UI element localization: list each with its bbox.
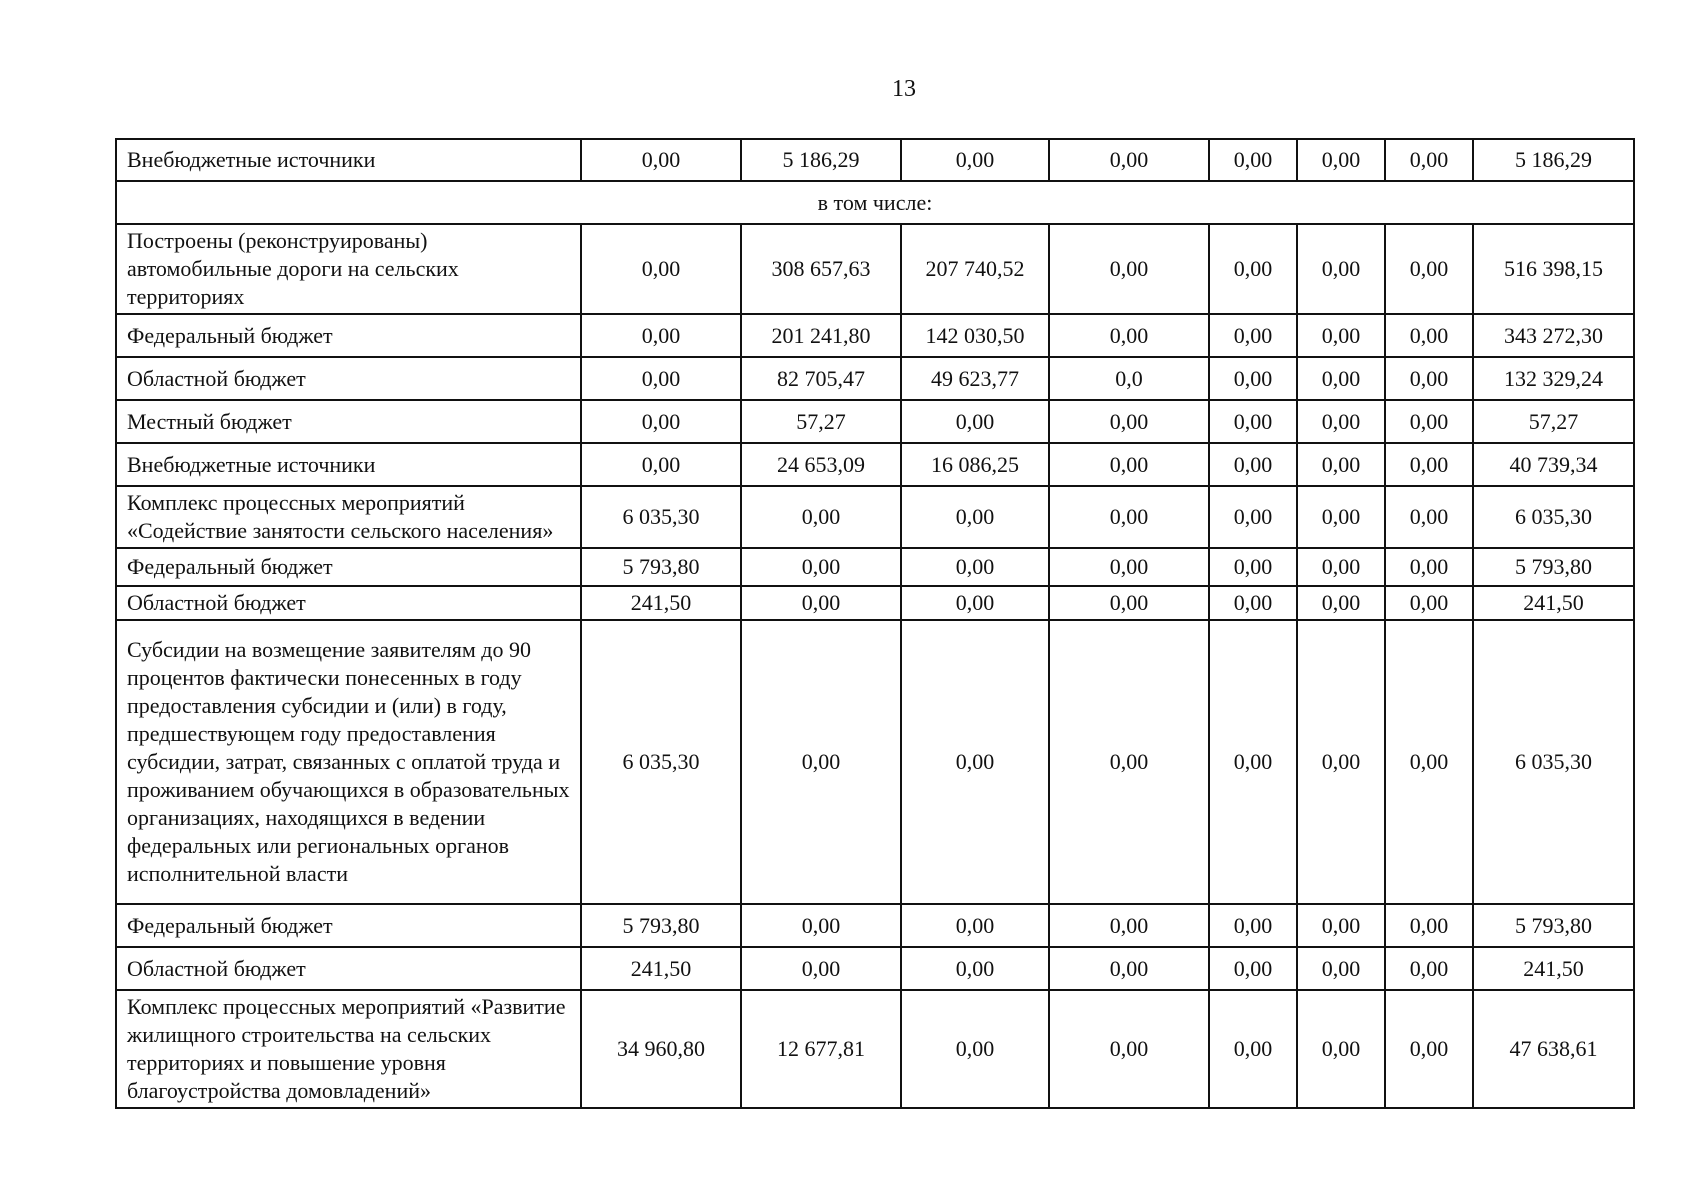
table-row xyxy=(116,139,1634,181)
budget-table xyxy=(115,138,1635,1109)
value-cell: 207 740,52 xyxy=(901,224,1049,314)
value-cell: 0,00 xyxy=(581,357,741,400)
value-cell: 57,27 xyxy=(1473,400,1634,443)
value-cell: 0,00 xyxy=(1385,548,1473,586)
value-cell: 0,00 xyxy=(1209,548,1297,586)
value-cell: 6 035,30 xyxy=(581,620,741,904)
table-row xyxy=(116,443,1634,486)
value-cell: 201 241,80 xyxy=(741,314,901,357)
row-label-cell: Субсидии на возмещение заявителям до 90 процентов фактически понесенных в году предоставления субсидии и (или) в году, предшествующем году предоставления субсидии, затрат, связанных с оплатой труда и проживанием обучающихся в образовательных организациях, находящихся в ведении федеральных или региональных органов исполнительной власти xyxy=(116,620,581,904)
value-cell: 0,00 xyxy=(1049,139,1209,181)
row-label-cell: Внебюджетные источники xyxy=(116,443,581,486)
value-cell: 0,00 xyxy=(1385,904,1473,947)
table-row xyxy=(116,947,1634,990)
value-cell: 6 035,30 xyxy=(1473,620,1634,904)
value-cell: 49 623,77 xyxy=(901,357,1049,400)
value-cell: 0,00 xyxy=(1209,139,1297,181)
table-row xyxy=(116,314,1634,357)
value-cell: 34 960,80 xyxy=(581,990,741,1108)
value-cell: 132 329,24 xyxy=(1473,357,1634,400)
value-cell: 0,00 xyxy=(581,443,741,486)
value-cell: 6 035,30 xyxy=(1473,486,1634,548)
value-cell: 0,00 xyxy=(1049,400,1209,443)
value-cell: 0,0 xyxy=(1049,357,1209,400)
value-cell: 0,00 xyxy=(741,486,901,548)
value-cell: 47 638,61 xyxy=(1473,990,1634,1108)
value-cell: 5 186,29 xyxy=(1473,139,1634,181)
value-cell: 241,50 xyxy=(1473,586,1634,620)
value-cell: 308 657,63 xyxy=(741,224,901,314)
value-cell: 0,00 xyxy=(1385,400,1473,443)
value-cell: 0,00 xyxy=(1049,904,1209,947)
value-cell: 0,00 xyxy=(1209,400,1297,443)
value-cell: 0,00 xyxy=(1049,548,1209,586)
value-cell: 241,50 xyxy=(581,586,741,620)
value-cell: 0,00 xyxy=(1297,486,1385,548)
budget-table-body xyxy=(116,139,1634,1108)
row-label-cell: Федеральный бюджет xyxy=(116,548,581,586)
value-cell: 0,00 xyxy=(581,314,741,357)
value-cell: 0,00 xyxy=(741,947,901,990)
value-cell: 0,00 xyxy=(1297,990,1385,1108)
value-cell: 0,00 xyxy=(1385,224,1473,314)
value-cell: 0,00 xyxy=(1049,314,1209,357)
value-cell: 0,00 xyxy=(1385,443,1473,486)
table-row xyxy=(116,620,1634,904)
table-row xyxy=(116,400,1634,443)
value-cell: 0,00 xyxy=(1209,314,1297,357)
value-cell: 0,00 xyxy=(901,139,1049,181)
value-cell: 0,00 xyxy=(1385,486,1473,548)
value-cell: 0,00 xyxy=(1297,139,1385,181)
value-cell: 0,00 xyxy=(1385,139,1473,181)
value-cell: 24 653,09 xyxy=(741,443,901,486)
value-cell: 82 705,47 xyxy=(741,357,901,400)
value-cell: 0,00 xyxy=(1297,904,1385,947)
value-cell: 0,00 xyxy=(1049,224,1209,314)
value-cell: 40 739,34 xyxy=(1473,443,1634,486)
subheading-row xyxy=(116,181,1634,224)
value-cell: 0,00 xyxy=(1297,586,1385,620)
value-cell: 5 793,80 xyxy=(1473,904,1634,947)
row-label-cell: Областной бюджет xyxy=(116,357,581,400)
subheading-cell: в том числе: xyxy=(116,181,1634,224)
value-cell: 5 793,80 xyxy=(1473,548,1634,586)
value-cell: 0,00 xyxy=(1209,443,1297,486)
value-cell: 0,00 xyxy=(741,548,901,586)
value-cell: 0,00 xyxy=(1209,990,1297,1108)
value-cell: 0,00 xyxy=(1209,224,1297,314)
row-label-cell: Комплекс процессных мероприятий «Развитие жилищного строительства на сельских территориях и повышение уровня благоустройства домовладений» xyxy=(116,990,581,1108)
value-cell: 0,00 xyxy=(1385,586,1473,620)
value-cell: 142 030,50 xyxy=(901,314,1049,357)
value-cell: 0,00 xyxy=(1385,314,1473,357)
value-cell: 241,50 xyxy=(1473,947,1634,990)
value-cell: 0,00 xyxy=(1209,620,1297,904)
row-label-cell: Областной бюджет xyxy=(116,586,581,620)
table-row xyxy=(116,357,1634,400)
value-cell: 0,00 xyxy=(901,947,1049,990)
row-label-cell: Федеральный бюджет xyxy=(116,904,581,947)
value-cell: 0,00 xyxy=(581,139,741,181)
value-cell: 0,00 xyxy=(901,486,1049,548)
value-cell: 0,00 xyxy=(1049,947,1209,990)
table-row xyxy=(116,586,1634,620)
value-cell: 0,00 xyxy=(901,904,1049,947)
table-row xyxy=(116,486,1634,548)
value-cell: 0,00 xyxy=(901,990,1049,1108)
value-cell: 0,00 xyxy=(1297,357,1385,400)
value-cell: 0,00 xyxy=(901,586,1049,620)
value-cell: 0,00 xyxy=(1385,357,1473,400)
value-cell: 57,27 xyxy=(741,400,901,443)
table-row xyxy=(116,224,1634,314)
value-cell: 0,00 xyxy=(1209,947,1297,990)
value-cell: 0,00 xyxy=(741,586,901,620)
value-cell: 5 186,29 xyxy=(741,139,901,181)
value-cell: 12 677,81 xyxy=(741,990,901,1108)
table-row xyxy=(116,990,1634,1108)
value-cell: 343 272,30 xyxy=(1473,314,1634,357)
value-cell: 0,00 xyxy=(1385,620,1473,904)
value-cell: 241,50 xyxy=(581,947,741,990)
value-cell: 0,00 xyxy=(1049,443,1209,486)
value-cell: 0,00 xyxy=(741,620,901,904)
value-cell: 0,00 xyxy=(1209,586,1297,620)
table-row xyxy=(116,548,1634,586)
value-cell: 0,00 xyxy=(1385,947,1473,990)
value-cell: 0,00 xyxy=(901,400,1049,443)
value-cell: 16 086,25 xyxy=(901,443,1049,486)
value-cell: 0,00 xyxy=(1297,620,1385,904)
row-label-cell: Построены (реконструированы) автомобильные дороги на сельских территориях xyxy=(116,224,581,314)
value-cell: 0,00 xyxy=(1209,904,1297,947)
value-cell: 0,00 xyxy=(741,904,901,947)
page-number: 13 xyxy=(892,76,916,102)
value-cell: 5 793,80 xyxy=(581,548,741,586)
row-label-cell: Комплекс процессных мероприятий «Содействие занятости сельского населения» xyxy=(116,486,581,548)
row-label-cell: Федеральный бюджет xyxy=(116,314,581,357)
value-cell: 0,00 xyxy=(1049,990,1209,1108)
value-cell: 0,00 xyxy=(1297,314,1385,357)
value-cell: 0,00 xyxy=(1385,990,1473,1108)
row-label-cell: Внебюджетные источники xyxy=(116,139,581,181)
value-cell: 0,00 xyxy=(581,224,741,314)
value-cell: 0,00 xyxy=(1049,586,1209,620)
value-cell: 0,00 xyxy=(1297,548,1385,586)
value-cell: 0,00 xyxy=(1297,947,1385,990)
value-cell: 0,00 xyxy=(901,548,1049,586)
value-cell: 0,00 xyxy=(901,620,1049,904)
value-cell: 6 035,30 xyxy=(581,486,741,548)
value-cell: 5 793,80 xyxy=(581,904,741,947)
value-cell: 0,00 xyxy=(1209,357,1297,400)
value-cell: 0,00 xyxy=(1297,443,1385,486)
table-row xyxy=(116,904,1634,947)
value-cell: 0,00 xyxy=(581,400,741,443)
row-label-cell: Областной бюджет xyxy=(116,947,581,990)
value-cell: 0,00 xyxy=(1297,400,1385,443)
value-cell: 0,00 xyxy=(1049,486,1209,548)
value-cell: 0,00 xyxy=(1209,486,1297,548)
value-cell: 0,00 xyxy=(1049,620,1209,904)
row-label-cell: Местный бюджет xyxy=(116,400,581,443)
value-cell: 0,00 xyxy=(1297,224,1385,314)
value-cell: 516 398,15 xyxy=(1473,224,1634,314)
